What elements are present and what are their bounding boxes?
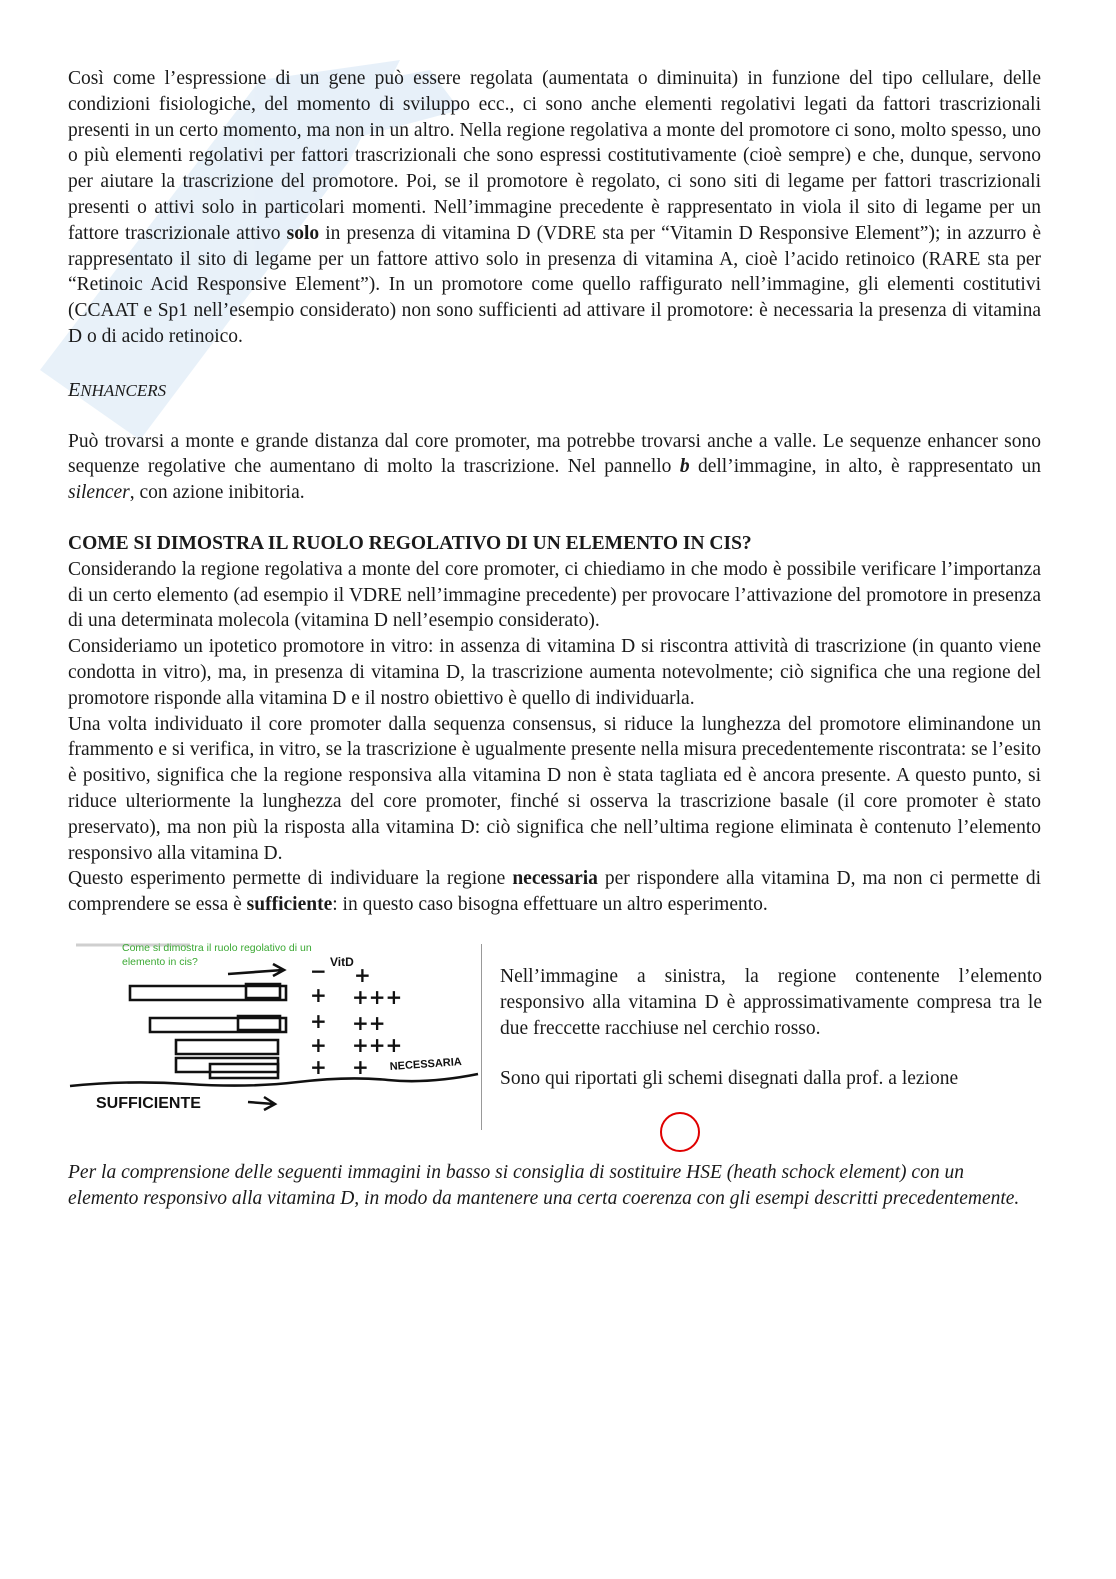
promoter-sketch (68, 940, 480, 1130)
red-circle (660, 1112, 700, 1152)
note-paragraph-2: elemento responsivo alla vitamina D, in modo da mantenere una certa coerenza con gli esempi descritti precedentemente. (68, 1187, 1020, 1209)
sign-plus-1b: + (354, 962, 371, 987)
cis-paragraph-1: Considerando la regione regolativa a monte del core promoter, ci chiediamo in che modo è possibile verificare l’importanza di un certo elemento (ad esempio il VDRE nell’immagine precedente) per provocare l’attivazione del promotore in presenza di una determinata molecola (vitamina D nell’esempio considerato). (68, 558, 1041, 632)
sign-minus: − (310, 958, 327, 983)
cis-paragraph-3: Una volta individuato il core promoter dalla sequenza consensus, si riduce la lunghezza del promotore eliminandone un frammento e si verifica, in vitro, se la trascrizione è ugualmente presente nella misura precedentemente riscontrata: se l’esito è positivo, significa che la regione responsiva alla vitamina D non è stata tagliata ed è ancora presente. A questo punto, si riduce ulteriormente la lunghezza del core promoter, finché si osserva la trascrizione basale (il core promoter è stato preservato), ma non più la risposta alla vitamina D: ciò significa che nell’ultima regione eliminata è contenuto l’elemento responsivo alla vitamina D. (68, 713, 1041, 864)
sign-plus-5a: + (310, 1054, 327, 1079)
figure-caption (500, 964, 1042, 1092)
enhancers-paragraph: Può trovarsi a monte e grande distanza dal core promoter, ma potrebbe trovarsi anche a valle. Le sequenze enhancer sono sequenze regolative che aumentano di molto la trascrizione. Nel pannello b dell’immagine, in alto, è rappresentato un silencer, con azione inibitoria. (68, 430, 1041, 504)
label-vitd: VitD (330, 954, 354, 969)
sign-plus-3a: + (310, 1008, 327, 1033)
intro-paragraph: Così come l’espressione di un gene può essere regolata (aumentata o diminuita) in funzione del tipo cellulare, delle condizioni fisiologiche, del momento di sviluppo ecc., ci sono anche elementi regolativi legati da fattori trascrizionali presenti in un certo momento, ma non in un altro. Nella regione regolativa a monte del promotore ci sono, molto spesso, uno o più elementi regolativi per fattori trascrizionali che sono espressi costitutivamente (cioè sempre) e che, dunque, servono per aiutare la trascrizione del promotore. Poi, se il promotore è regolato, ci sono siti di legame per fattori trascrizionali presenti o attivi solo in particolari momenti. Nell’immagine precedente è rappresentato in viola il sito di legame per un fattore trascrizionale attivo solo in presenza di vitamina D (VDRE sta per “Vitamin D Responsive Element”); in azzurro è rappresentato il sito di legame per un fattore attivo solo in presenza di vitamina A, cioè l’acido retinoico (RARE sta per “Retinoic Acid Responsive Element”). In un promotore come quello raffigurato nell’immagine, gli elementi costitutivi (CCAAT e Sp1 nell’esempio considerato) non sono sufficienti ad attivare il promotore: è necessaria la presenza di vitamina D o di acido retinoico. (68, 68, 1041, 347)
sign-plus-2a: +++ (352, 984, 403, 1009)
figure-caption-1: Nell’immagine a sinistra, la regione contenente l’elemento responsivo alla vitamina D è approssimativamente compresa tra le due freccette racchiuse nel cerchio rosso. (500, 965, 1042, 1039)
sign-plus-5b: + (352, 1054, 369, 1079)
figure-caption-2: Sono qui riportati gli schemi disegnati dalla prof. a lezione (500, 1068, 959, 1090)
cis-paragraph-2: Consideriamo un ipotetico promotore in vitro: in assenza di vitamina D si riscontra attività di trascrizione (in quanto viene condotta in vitro), ma, in presenza di vitamina D, la trascrizione aumenta notevolmente; ciò significa che una regione del promotore risponde alla vitamina D e il nostro obiettivo è quello di individuarla. (68, 636, 1041, 709)
sign-plus-1a: + (310, 982, 327, 1007)
note-paragraph-1: Per la comprensione delle seguenti immagini in basso si consiglia di sostituire HSE (heath schock element) con un (68, 1161, 964, 1183)
sign-plus-4b: +++ (352, 1032, 403, 1057)
figure-row (68, 940, 1041, 1136)
sketch-title-line-1: Come si dimostra il ruolo regolativo di un (122, 941, 312, 954)
cis-paragraph-4: Questo esperimento permette di individuare la regione necessaria per rispondere alla vitamina D, ma non ci permette di comprendere se essa è sufficiente: in questo caso bisogna effettuare un altro esperimento. (68, 868, 1042, 916)
sign-plus-3b: ++ (352, 1010, 386, 1035)
label-sufficiente: SUFFICIENTE (96, 1094, 201, 1112)
figure-divider (481, 944, 482, 1130)
sketch-title-line-2: elemento in cis? (122, 955, 198, 968)
label-necessaria: NECESSARIA (389, 1055, 463, 1073)
enhancers-heading: ENHANCERS (68, 378, 167, 401)
document-page (68, 66, 1041, 1212)
sign-plus-4a: + (310, 1032, 327, 1057)
cis-section-title: COME SI DIMOSTRA IL RUOLO REGOLATIVO DI UN ELEMENTO IN CIS? (68, 532, 752, 554)
